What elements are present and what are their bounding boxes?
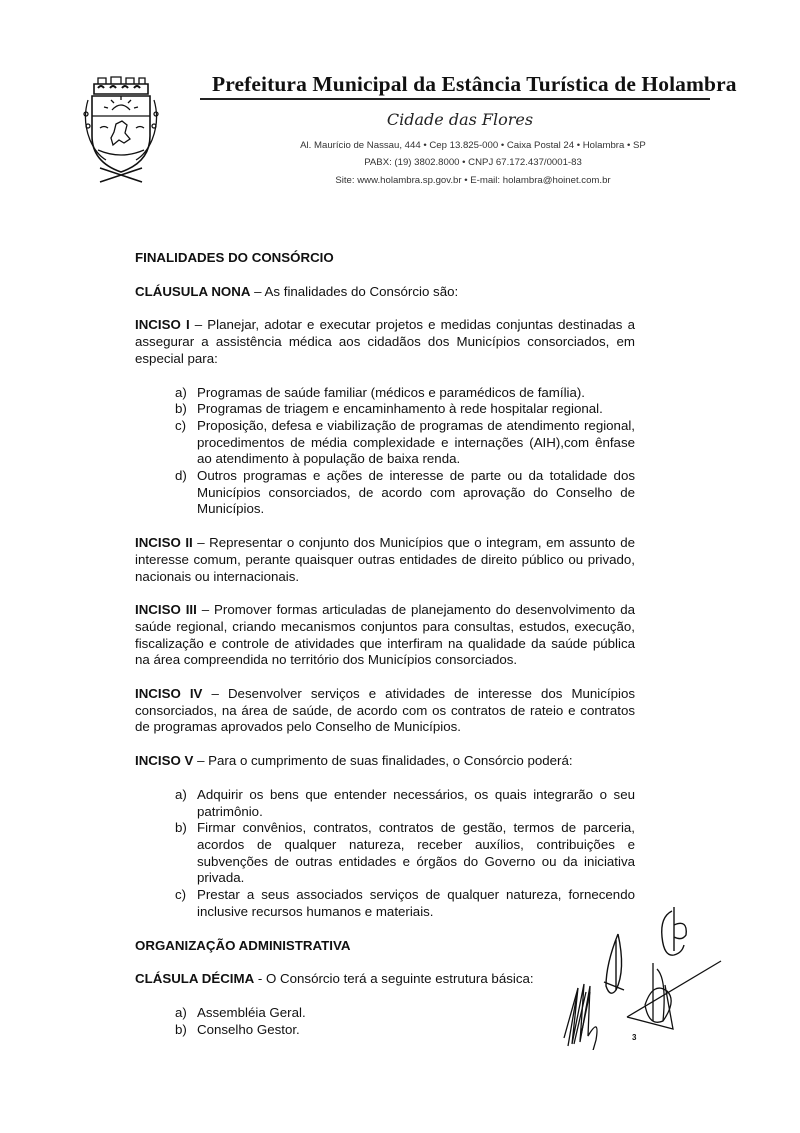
list-marker: b) [175, 401, 187, 417]
list-item-text: Conselho Gestor. [197, 1021, 300, 1037]
inciso-label: INCISO IV [135, 686, 203, 702]
list-marker: a) [175, 1004, 187, 1020]
list-marker: c) [175, 887, 187, 903]
initials-signature-2-icon [658, 905, 694, 961]
list-item-text: Firmar convênios, contratos, contratos de gestão, termos de parceria, acordos de qualquer natureza, receber auxílios, contribuições e subvenções de outras entidades e órgãos do Governo ou da iniciativa privada. [197, 820, 635, 886]
organization-title: Prefeitura Municipal da Estância Turística de Holambra [212, 72, 737, 96]
motto: Cidade das Flores [386, 110, 534, 129]
list-item-text: Assembléia Geral. [197, 1004, 306, 1020]
inciso-3 [135, 602, 635, 669]
list-item [163, 468, 635, 518]
document-body [135, 250, 635, 1038]
inciso-5 [135, 753, 635, 770]
clausula-nona [135, 284, 635, 301]
clause-label: CLÁUSULA NONA [135, 283, 251, 299]
municipal-coat-of-arms-icon [76, 70, 166, 190]
inciso-label: INCISO III [135, 602, 197, 618]
list-item-text: Programas de saúde familiar (médicos e paramédicos de família). [197, 384, 585, 400]
list-item-text: Outros programas e ações de interesse de parte ou da totalidade dos Municípios consorciados, de acordo com aprovação do Conselho de Municípios. [197, 468, 635, 517]
inciso-label: INCISO I [135, 317, 190, 333]
inciso-label: INCISO V [135, 753, 194, 769]
list-marker: a) [175, 786, 187, 802]
inciso-text: – Representar o conjunto dos Municípios que o integram, em assunto de interesse comum, perante quaisquer outras entidades de direito público ou privado, nacionais ou internacionais. [135, 535, 636, 584]
scribble-signature-icon [560, 980, 606, 1050]
inciso-text: – Planejar, adotar e executar projetos e medidas conjuntas destinadas a assegurar a assistência médica aos cidadãos dos Municípios consorciados, em especial para: [135, 317, 635, 366]
list-item [163, 887, 635, 920]
list-marker: b) [175, 820, 187, 836]
inciso-4 [135, 686, 635, 736]
crossed-signature-icon [625, 955, 725, 1045]
list-item [163, 418, 635, 468]
inciso-1 [135, 317, 635, 367]
list-marker: c) [175, 417, 187, 433]
list-marker: a) [175, 384, 187, 400]
inciso-text: – Promover formas articuladas de planejamento do desenvolvimento da saúde regional, criando mecanismos conjuntos para consultas, estudos, execução, fiscalização e controle de atividades que interfiram na qualidade da saúde pública na área compreendida no território dos Municípios consorciados. [135, 602, 635, 668]
inciso-label: INCISO II [135, 535, 193, 551]
inciso-text: – Desenvolver serviços e atividades de interesse dos Municípios consorciados, na área de saúde, de acordo com os contratos de rateio e contratos de programas aprovados pelo Conselho de Municípios. [135, 686, 635, 735]
list-marker: b) [175, 1021, 187, 1037]
address-line: Al. Maurício de Nassau, 444 • Cep 13.825-000 • Caixa Postal 24 • Holambra • SP [300, 140, 646, 151]
phone-cnpj-line: PABX: (19) 3802.8000 • CNPJ 67.172.437/0001-83 [364, 157, 582, 168]
clause-label: CLÁSULA DÉCIMA [135, 971, 255, 987]
clause-text: - O Consórcio terá a seguinte estrutura básica: [254, 971, 534, 987]
list-item [163, 401, 635, 418]
list-item [163, 385, 635, 402]
section-heading-finalidades: FINALIDADES DO CONSÓRCIO [135, 250, 334, 265]
clause-text: – As finalidades do Consórcio são: [250, 283, 459, 299]
list-item-text: Prestar a seus associados serviços de qualquer natureza, fornecendo inclusive recursos humanos e materiais. [197, 887, 635, 919]
list-item [163, 820, 635, 887]
inciso-2 [135, 535, 635, 585]
list-item-text: Adquirir os bens que entender necessários, os quais integrarão o seu patrimônio. [197, 786, 635, 819]
inciso-1-list [135, 385, 635, 519]
list-item-text: Programas de triagem e encaminhamento à rede hospitalar regional. [197, 401, 603, 417]
list-marker: d) [175, 468, 187, 484]
list-item-text: Proposição, defesa e viabilização de programas de atendimento regional, procedimentos de média complexidade e internações (AIH),com ênfase ao atendimento à população de baixa renda. [197, 417, 635, 467]
list-item [163, 787, 635, 820]
website-email-line: Site: www.holambra.sp.gov.br • E-mail: holambra@hoinet.com.br [335, 175, 611, 186]
section-heading-organizacao: ORGANIZAÇÃO ADMINISTRATIVA [135, 937, 351, 953]
page-number: 3 [632, 1033, 637, 1042]
inciso-text: – Para o cumprimento de suas finalidades, o Consórcio poderá: [193, 753, 573, 769]
title-underline [200, 98, 710, 100]
inciso-5-list [135, 787, 635, 921]
